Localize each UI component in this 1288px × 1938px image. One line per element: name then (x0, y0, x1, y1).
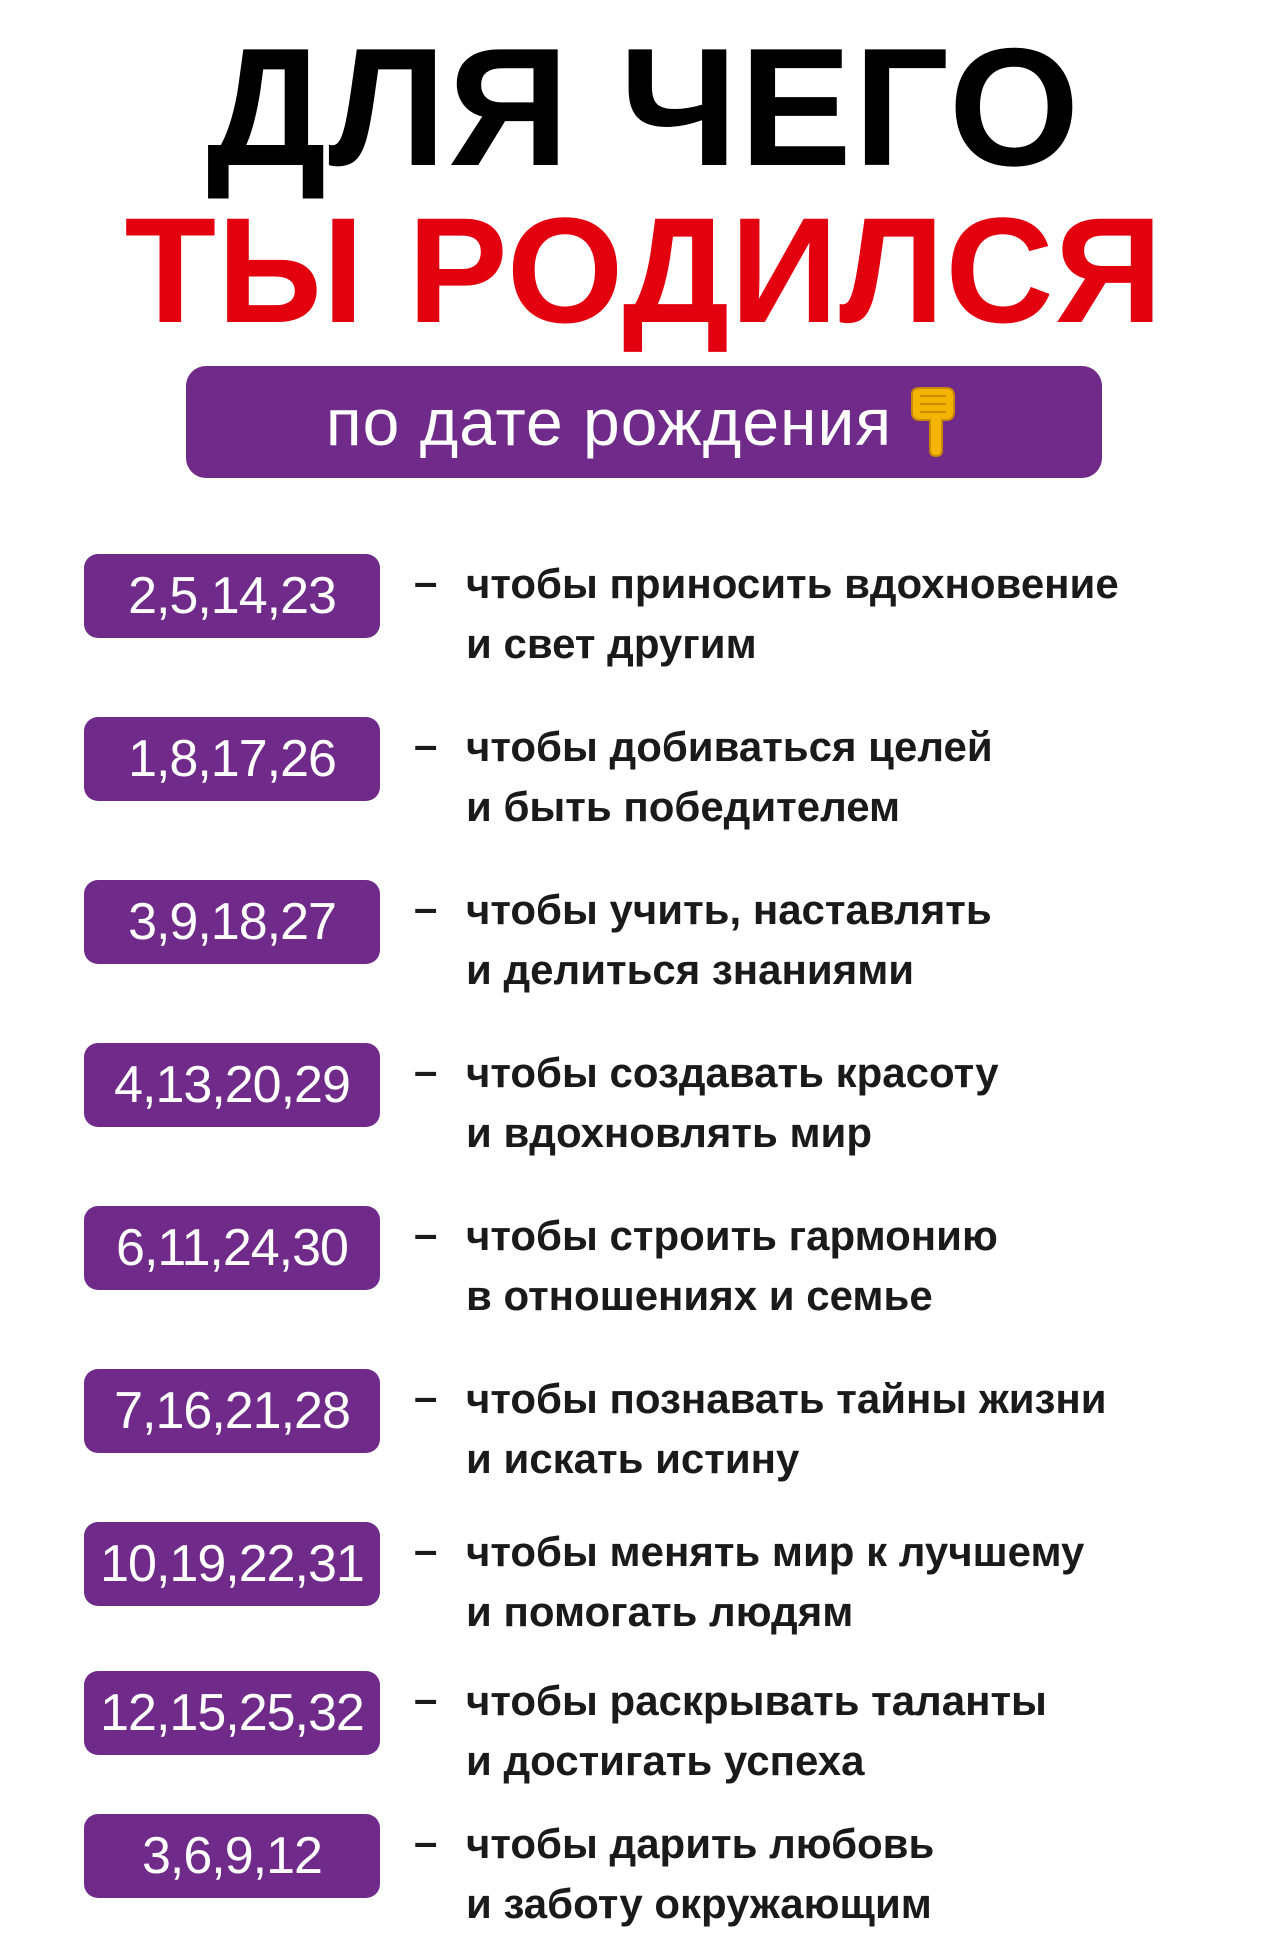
list-item (0, 711, 1288, 841)
date-numbers-badge: 10,19,22,31 (84, 1522, 380, 1606)
meaning-line-1: чтобы создавать красоту (466, 1049, 999, 1096)
meaning-line-2: и заботу окружающим (466, 1880, 932, 1927)
list-item (0, 1363, 1288, 1493)
dash-separator: – (414, 721, 438, 768)
dash-separator: – (414, 1526, 438, 1573)
dash-separator: – (414, 1373, 438, 1420)
date-numbers-badge: 6,11,24,30 (84, 1206, 380, 1290)
meaning-line-1: чтобы менять мир к лучшему (466, 1528, 1085, 1575)
date-numbers-badge: 1,8,17,26 (84, 717, 380, 801)
meaning-line-1: чтобы познавать тайны жизни (466, 1375, 1107, 1422)
meaning-text (466, 554, 1266, 674)
date-numbers-badge: 3,6,9,12 (84, 1814, 380, 1898)
date-numbers-badge: 7,16,21,28 (84, 1369, 380, 1453)
list-item (0, 548, 1288, 678)
meaning-text (466, 1043, 1266, 1163)
meaning-line-2: и искать истину (466, 1435, 800, 1482)
subtitle-text: по дате рождения (325, 385, 893, 459)
meaning-text (466, 1522, 1266, 1642)
meaning-line-2: и вдохновлять мир (466, 1109, 873, 1156)
list-item (0, 1808, 1288, 1938)
meaning-text (466, 1671, 1266, 1791)
meaning-line-2: в отношениях и семье (466, 1272, 933, 1319)
date-numbers-badge: 3,9,18,27 (84, 880, 380, 964)
title-line-2: ТЫ РОДИЛСЯ (124, 186, 1164, 354)
meaning-line-1: чтобы строить гармонию (466, 1212, 998, 1259)
list-item (0, 874, 1288, 1004)
meaning-text (466, 1206, 1266, 1326)
meaning-text (466, 1814, 1266, 1934)
meaning-text (466, 880, 1266, 1000)
meaning-line-2: и достигать успеха (466, 1737, 865, 1784)
meaning-line-2: и помогать людям (466, 1588, 854, 1635)
dash-separator: – (414, 1818, 438, 1865)
list-item (0, 1516, 1288, 1646)
meaning-line-2: и быть победителем (466, 783, 901, 830)
list-item (0, 1200, 1288, 1330)
meaning-text (466, 1369, 1266, 1489)
date-numbers-badge: 12,15,25,32 (84, 1671, 380, 1755)
dash-separator: – (414, 884, 438, 931)
list-item (0, 1037, 1288, 1167)
meaning-line-1: чтобы приносить вдохновение (466, 560, 1119, 607)
pointing-down-hand-icon (906, 386, 962, 458)
date-numbers-badge: 4,13,20,29 (84, 1043, 380, 1127)
meaning-line-2: и делиться знаниями (466, 946, 915, 993)
meaning-text (466, 717, 1266, 837)
title-line-1: ДЛЯ ЧЕГО (206, 13, 1082, 201)
meaning-line-1: чтобы дарить любовь (466, 1820, 935, 1867)
dash-separator: – (414, 558, 438, 605)
meaning-line-2: и свет другим (466, 620, 757, 667)
subtitle-pill (186, 366, 1102, 478)
list-item (0, 1665, 1288, 1795)
dash-separator: – (414, 1047, 438, 1094)
meaning-line-1: чтобы учить, наставлять (466, 886, 992, 933)
dash-separator: – (414, 1210, 438, 1257)
meaning-line-1: чтобы добиваться целей (466, 723, 993, 770)
date-numbers-badge: 2,5,14,23 (84, 554, 380, 638)
dash-separator: – (414, 1675, 438, 1722)
meaning-line-1: чтобы раскрывать таланты (466, 1677, 1047, 1724)
